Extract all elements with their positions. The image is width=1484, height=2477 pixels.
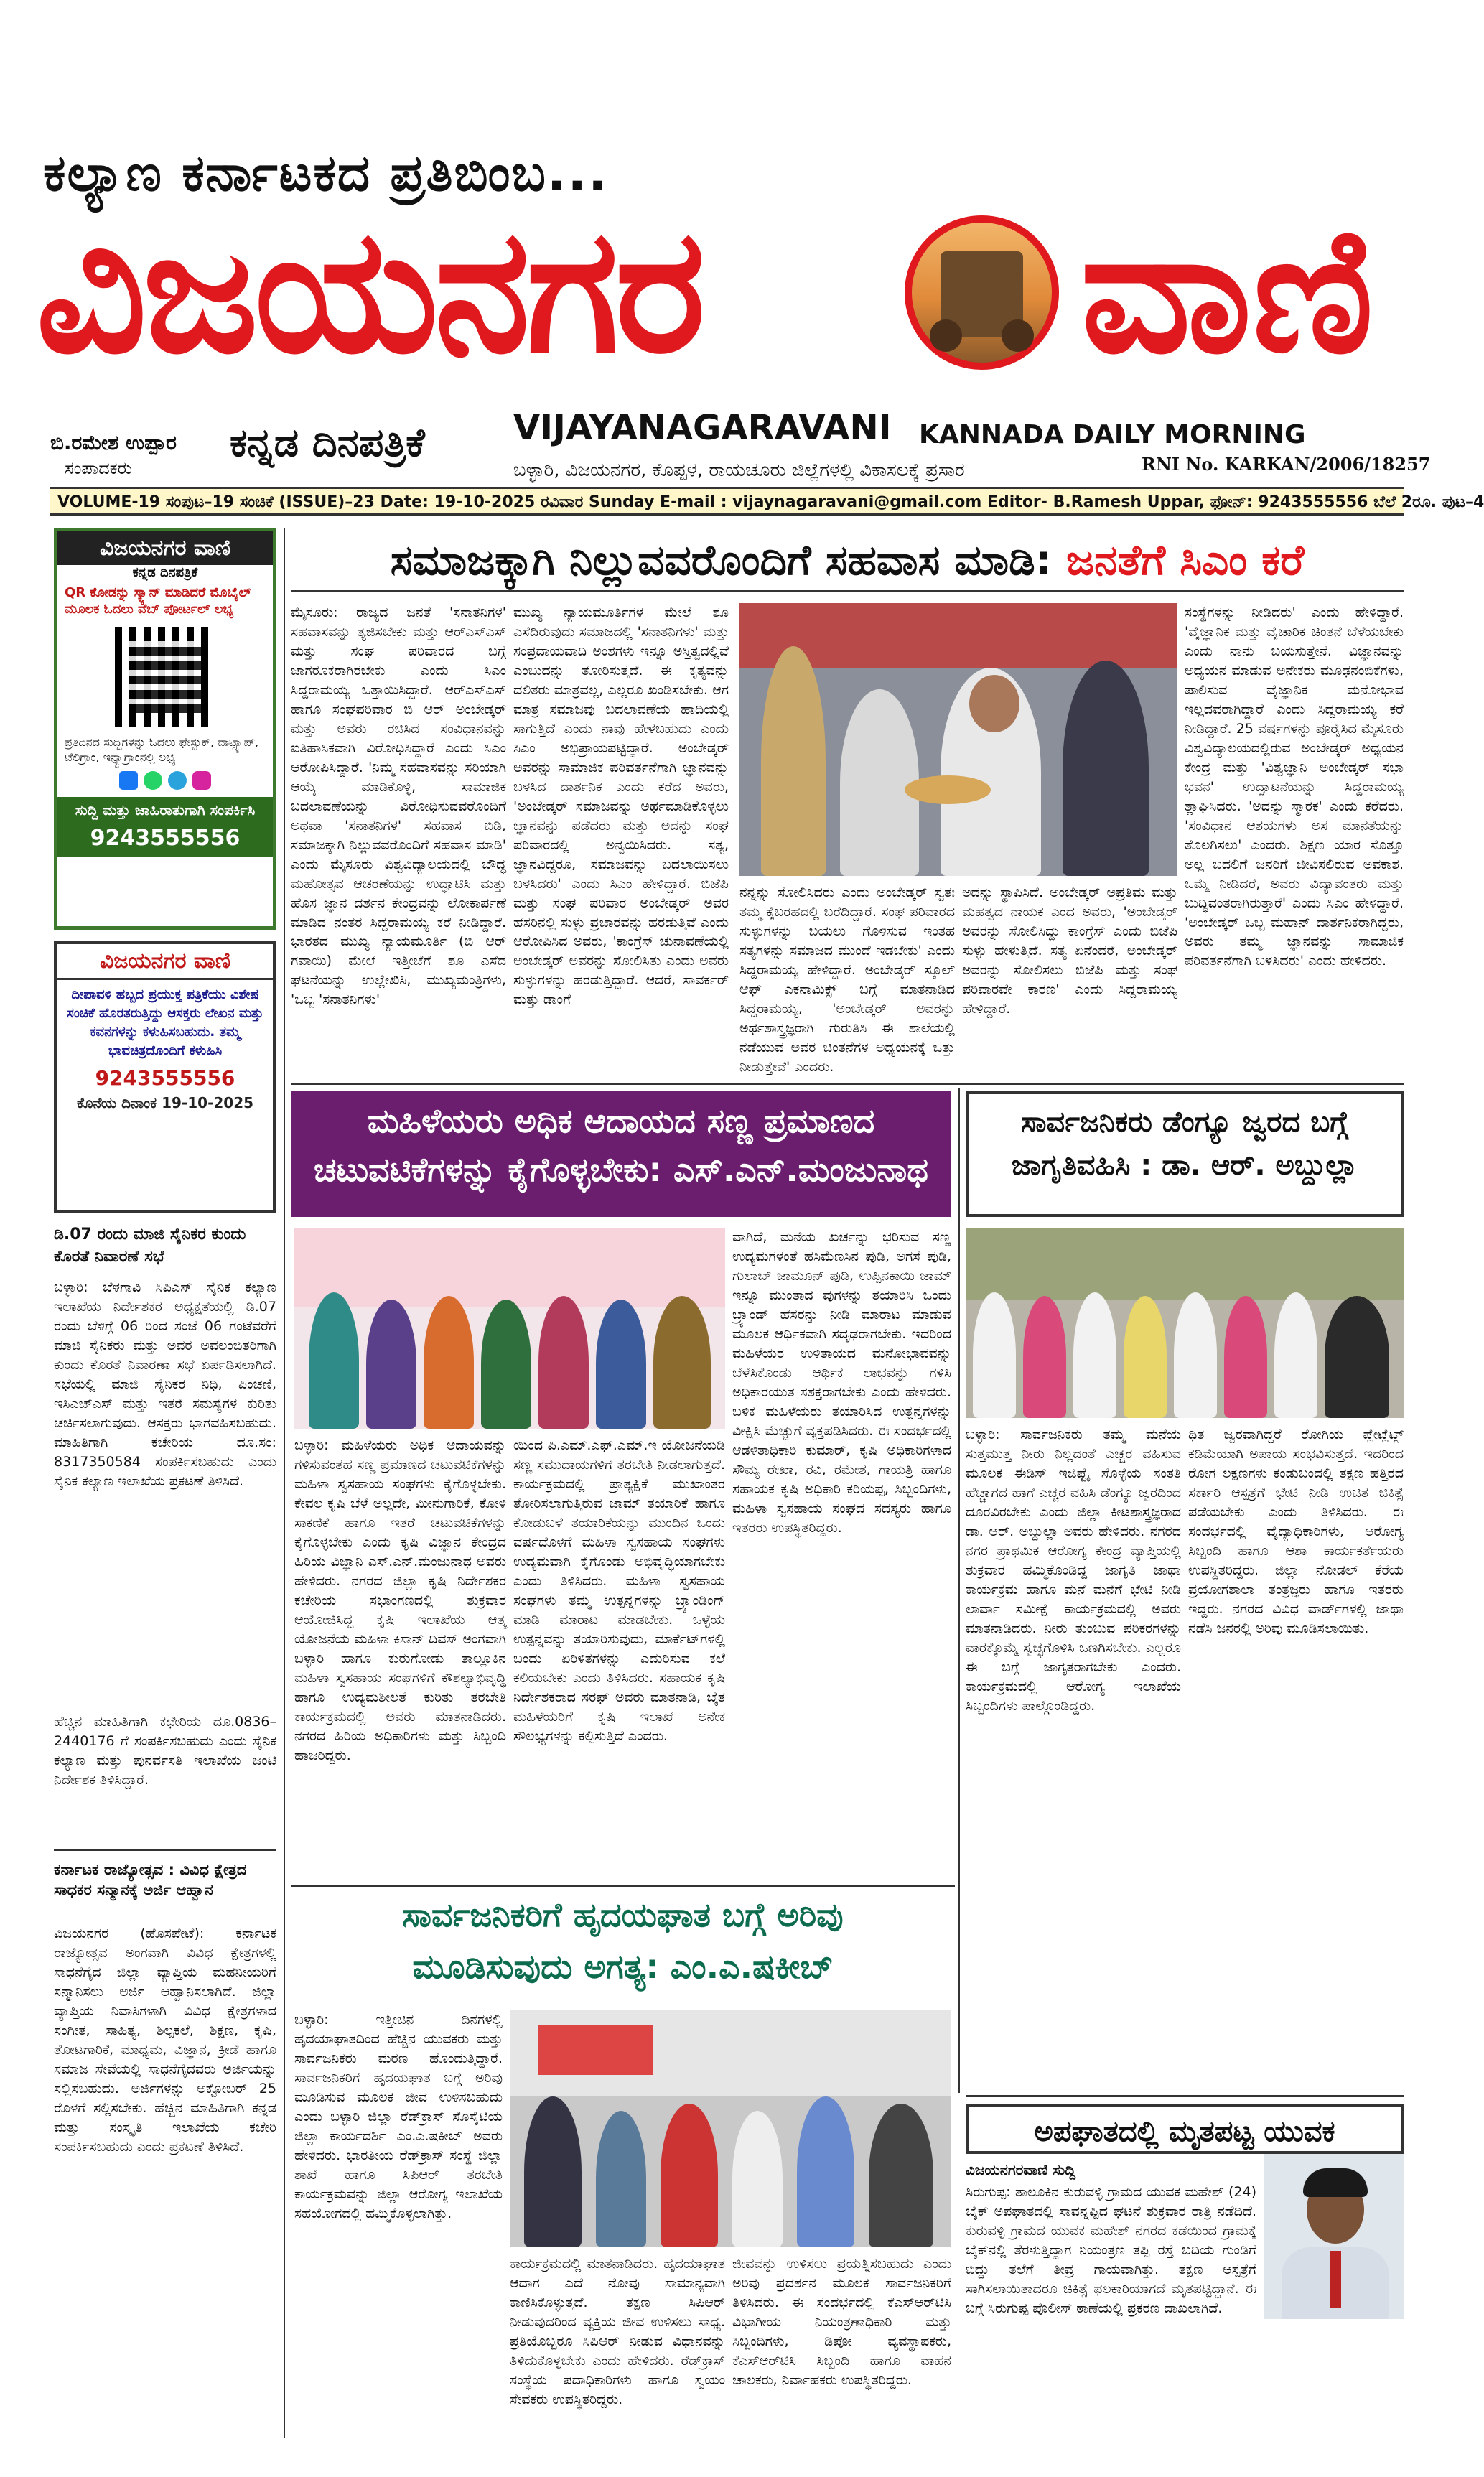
lead-headline (291, 528, 1404, 592)
distribution-regions: ಬಳ್ಳಾರಿ, ವಿಜಯನಗರ, ಕೊಪ್ಪಳ, ರಾಯಚೂರು ಜಿಲ್ಲೆಗಳಲ್ಲಿ ವಿಕಾಸಲಕ್ಕೆ ಪ್ರಸಾರ (513, 460, 965, 481)
divider (966, 2095, 1404, 2097)
ad1-brand: ವಿಜಯನಗರ ವಾಣಿ (57, 531, 273, 565)
dengue-headline-box (966, 1091, 1404, 1217)
awards-headline: ಕರ್ನಾಟಕ ರಾಜ್ಯೋತ್ಸವ : ವಿವಿಧ ಕ್ಷೇತ್ರದ ಸಾಧಕರ ಸನ್ಮಾನಕ್ಕೆ ಅರ್ಜಿ ಆಹ್ವಾನ (54, 1861, 247, 1899)
masthead-brand-right: ವಾಣಿ (1081, 190, 1374, 391)
whatsapp-icon[interactable] (144, 771, 162, 790)
heart-headline-line1: ಸಾರ್ವಜನಿಕರಿಗೆ ಹೃದಯಘಾತ ಬಗ್ಗೆ ಅರಿವು (402, 1895, 844, 1934)
masthead-brand-left: ವಿಜಯನಗರ (36, 190, 702, 391)
ad2-phone[interactable]: 9243555556 (95, 1066, 235, 1091)
editor-name: ಬಿ.ರಮೇಶ ಉಪ್ಪಾರ (50, 431, 177, 454)
cm-event-photo (739, 603, 1177, 876)
issue-info-bar: VOLUME-19 ಸಂಪುಟ–19 ಸಂಚಿಕೆ (ISSUE)–23 Date: 19-10-2025 ರವಿವಾರ Sunday E-mail : vijaynagaravani@gmail.com Editor- B.Ramesh Uppar, ಫೋನ್: 9243555556 ಬೆಲೆ 2ರೂ. ಪುಟ–4 (50, 487, 1404, 516)
women-col3: ವಾಗಿದೆ, ಮನೆಯ ಖರ್ಚನ್ನು ಭರಿಸುವ ಸಣ್ಣ ಉದ್ಯಮಗಳಂತೆ ಹಸಿಮೆಣಸಿನ ಪುಡಿ, ಅಗಸೆ ಪುಡಿ, ಗುಲಾಬ್ ಜಾಮೂನ್ ಪುಡಿ, ಉಪ್ಪಿನಕಾಯಿ ಜಾಮ್ ಇನ್ನೂ ಮುಂತಾದ ವುಗಳನ್ನು ತಯಾರಿಸಿ ಒಂದು ಬ್ರ್ಯಾಂಡ್ ಹೆಸರನ್ನು ನೀಡಿ ಮಾರಾಟ ಮಾಡುವ ಮೂಲಕ ಆರ್ಥಿಕವಾಗಿ ಸದೃಢರಾಗಬೇಕು. ಇದರಿಂದ ಮಹಿಳೆಯರ ಉಳಿತಾಯದ ಮನೋಭಾವವನ್ನು ಬೆಳೆಸಿಕೊಂಡು ಆರ್ಥಿಕ ಲಾಭವನ್ನು ಗಳಿಸಿ ಅಧಿಕಾರಯುತ ಸಶಕ್ತರಾಗಬೇಕು ಎಂದು ಹೇಳಿದರು. ಬಳಿಕ ಮಹಿಳೆಯರು ತಯಾರಿಸಿದ ಉತ್ಪನ್ನಗಳನ್ನು ವೀಕ್ಷಿಸಿ ಮೆಚ್ಚುಗೆ ವ್ಯಕ್ತಪಡಿಸಿದರು. ಈ ಸಂದರ್ಭದಲ್ಲಿ ಆಡಳಿತಾಧಿಕಾರಿ ಕುಮಾರ್, ಕೃಷಿ ಅಧಿಕಾರಿಗಳಾದ ಸೌಮ್ಯ ರೇಖಾ, ರವಿ, ರಮೇಶ, ಗಾಯತ್ರಿ ಹಾಗೂ ಸಹಾಯಕ ಕೃಷಿ ಅಧಿಕಾರಿ ಕರಿಯಪ್ಪ, ಸಿಬ್ಬಂದಿಗಳು, ಮಹಿಳಾ ಸ್ವಸಹಾಯ ಸಂಘದ ಸದಸ್ಯರು ಹಾಗೂ ಇತರರು ಉಪಸ್ಥಿತರಿದ್ದರು. (732, 1229, 951, 1536)
lead-col3b: ನನ್ನನ್ನು ಸೋಲಿಸಿದರು ಎಂದು ಅಂಬೇಡ್ಕರ್ ಸ್ವತಃ ತಮ್ಮ ಕೈಬರಹದಲ್ಲಿ ಬರೆದಿದ್ದಾರೆ. ಸಂಘ ಪರಿವಾರದ ಸುಳ್ಳುಗಳನ್ನು ಬಯಲು ಗೊಳಿಸುವ ಇಂತಹ ಸತ್ಯಗಳನ್ನು ಸಮಾಜದ ಮುಂದೆ ಇಡಬೇಕು' ಎಂದು ಸಿದ್ದರಾಮಯ್ಯ ಹೇಳಿದ್ದಾರೆ. ಅಂಬೇಡ್ಕರ್ ಸ್ಕೂಲ್ ಆಫ್ ಎಕನಾಮಿಕ್ಸ್ ಬಗ್ಗೆ ಮಾತನಾಡಿದ ಸಿದ್ದರಾಮಯ್ಯ, 'ಅಂಬೇಡ್ಕರ್ ಅವರನ್ನು ಅರ್ಥಶಾಸ್ತ್ರಜ್ಞರಾಗಿ ಗುರುತಿಸಿ ಈ ಶಾಲೆಯಲ್ಲಿ ನಡೆಯುವ ಅವರ ಚಿಂತನೆಗಳ ಅಧ್ಯಯನಕ್ಕೆ ಒತ್ತು ನೀಡುತ್ತೇವೆ' ಎಂದರು. (739, 885, 955, 1075)
ad1-sub: ಕನ್ನಡ ದಿನಪತ್ರಿಕೆ (132, 565, 198, 580)
ad1-social-text: ಪ್ರತಿದಿನದ ಸುದ್ದಿಗಳನ್ನು ಓದಲು ಫೇಸ್ಬುಕ್, ವಾಟ್ಸ್ಯಾಪ್, ಟೆಲಿಗ್ರಾಂ, ಇನ್ಸ್ಟಾಗ್ರಾಂನಲ್ಲಿ ಲಭ್ಯ (65, 734, 259, 765)
awards-body: ವಿಜಯನಗರ (ಹೊಸಪೇಟೆ): ಕರ್ನಾಟಕ ರಾಜ್ಯೋತ್ಸವ ಅಂಗವಾಗಿ ವಿವಿಧ ಕ್ಷೇತ್ರಗಳಲ್ಲಿ ಸಾಧನೆಗೈದ ಜಿಲ್ಲಾ ವ್ಯಾಪ್ತಿಯ ಮಹನೀಯರಿಗೆ ಸನ್ಮಾನಿಸಲು ಅರ್ಜಿ ಆಹ್ವಾನಿಸಲಾಗಿದೆ. ಜಿಲ್ಲಾ ವ್ಯಾಪ್ತಿಯ ನಿವಾಸಿಗಳಾಗಿ ವಿವಿಧ ಕ್ಷೇತ್ರಗಳಾದ ಸಂಗೀತ, ಸಾಹಿತ್ಯ, ಶಿಲ್ಪಕಲೆ, ಶಿಕ್ಷಣ, ಕೃಷಿ, ತೋಟಗಾರಿಕೆ, ಮಾಧ್ಯಮ, ವಿಜ್ಞಾನ, ಕ್ರೀಡೆ ಹಾಗೂ ಸಮಾಜ ಸೇವೆಯಲ್ಲಿ ಸಾಧನೆಗೈದವರು ಅರ್ಜಿಯನ್ನು ಸಲ್ಲಿಸಬಹುದು. ಅರ್ಜಿಗಳನ್ನು ಅಕ್ಟೋಬರ್ 25 ರೊಳಗೆ ಸಲ್ಲಿಸಬೇಕು. ಹೆಚ್ಚಿನ ಮಾಹಿತಿಗಾಗಿ ಕನ್ನಡ ಮತ್ತು ಸಂಸ್ಕೃತಿ ಇಲಾಖೆಯ ಕಚೇರಿ ಸಂಪರ್ಕಿಸಬಹುದು ಎಂದು ಪ್ರಕಟಣೆ ತಿಳಿಸಿದೆ. (54, 1926, 276, 2155)
column-divider (284, 528, 285, 2438)
heart-col2: ಕಾರ್ಯಕ್ರಮದಲ್ಲಿ ಮಾತನಾಡಿದರು. ಹೃದಯಾಘಾತ ಆದಾಗ ಎದೆ ನೋವು ಸಾಮಾನ್ಯವಾಗಿ ಕಾಣಿಸಿಕೊಳ್ಳುತ್ತದೆ. ತಕ್ಷಣ ಸಿಪಿಆರ್ ನೀಡುವುದರಿಂದ ವ್ಯಕ್ತಿಯ ಜೀವ ಉಳಿಸಲು ಸಾಧ್ಯ. ಪ್ರತಿಯೊಬ್ಬರೂ ಸಿಪಿಆರ್ ನೀಡುವ ವಿಧಾನವನ್ನು ತಿಳಿದುಕೊಳ್ಳಬೇಕು ಎಂದು ಹೇಳಿದರು. ರೆಡ್‌ಕ್ರಾಸ್ ಸಂಸ್ಥೆಯ ಪದಾಧಿಕಾರಿಗಳು ಹಾಗೂ ಸ್ವಯಂ ಸೇವಕರು ಉಪಸ್ಥಿತರಿದ್ದರು. (510, 2256, 725, 2407)
soldiers-body: ಬಳ್ಳಾರಿ: ಬೆಳಗಾವಿ ಸಿಪಿಎಸ್ ಸೈನಿಕ ಕಲ್ಯಾಣ ಇಲಾಖೆಯ ನಿರ್ದೇಶಕರ ಅಧ್ಯಕ್ಷತೆಯಲ್ಲಿ ಡಿ.07 ರಂದು ಬೆಳಿಗ್ಗೆ 06 ರಿಂದ ಸಂಜೆ 06 ಗಂಟೆವರೆಗೆ ಮಾಜಿ ಸೈನಿಕರು ಮತ್ತು ಅವರ ಅವಲಂಬಿತರಿಗಾಗಿ ಕುಂದು ಕೊರತೆ ನಿವಾರಣಾ ಸಭೆ ಏರ್ಪಡಿಸಲಾಗಿದೆ. ಸಭೆಯಲ್ಲಿ ಮಾಜಿ ಸೈನಿಕರ ನಿಧಿ, ಪಿಂಚಣಿ, ಇಸಿಎಚ್‌ಎಸ್ ಮತ್ತು ಇತರೆ ಸಮಸ್ಯೆಗಳ ಕುರಿತು ಚರ್ಚಿಸಲಾಗುವುದು. ಆಸಕ್ತರು ಭಾಗವಹಿಸಬಹುದು. ಮಾಹಿತಿಗಾಗಿ ಕಚೇರಿಯ ದೂ.ಸಂ: 8317350584 ಸಂಪರ್ಕಿಸಬಹುದು ಎಂದು ಸೈನಿಕ ಕಲ್ಯಾಣ ಇಲಾಖೆಯ ಪ್ರಕಟಣೆ ತಿಳಿಸಿದೆ. (54, 1279, 276, 1489)
ad2-deadline: ಕೊನೆಯ ದಿನಾಂಕ 19-10-2025 (76, 1094, 254, 1112)
daily-label: ಕನ್ನಡ ದಿನಪತ್ರಿಕೆ (230, 420, 425, 465)
accident-byline: ವಿಜಯನಗರವಾಣಿ ಸುದ್ದಿ (966, 2161, 1076, 2178)
dengue-headline-line2: ಜಾಗೃತಿವಹಿಸಿ : ಡಾ. ಆರ್. ಅಬ್ದುಲ್ಲಾ (1011, 1149, 1358, 1182)
facebook-icon[interactable] (119, 771, 138, 790)
soldiers-footer: ಹೆಚ್ಚಿನ ಮಾಹಿತಿಗಾಗಿ ಕಛೇರಿಯ ದೂ.0836–2440176 ಗೆ ಸಂಪರ್ಕಿಸಬಹುದು ಎಂದು ಸೈನಿಕ ಕಲ್ಯಾಣ ಮತ್ತು ಪುನರ್ವಸತಿ ಇಲಾಖೆಯ ಜಂಟಿ ನಿರ್ದೇಶಕ ತಿಳಿಸಿದ್ದಾರೆ. (54, 1714, 276, 1788)
ad2-brand: ವಿಜಯನಗರ ವಾಣಿ (57, 944, 273, 980)
ad2-text: ದೀಪಾವಳಿ ಹಬ್ಬದ ಪ್ರಯುಕ್ತ ಪತ್ರಿಕೆಯು ವಿಶೇಷ ಸಂಚಿಕೆ ಹೊರತರುತ್ತಿದ್ದು ಆಸಕ್ತರು ಲೇಖನ ಮತ್ತು ಕವನಗಳನ್ನು ಕಳುಹಿಸಬಹುದು. ತಮ್ಮ ಭಾವಚಿತ್ರದೊಂದಿಗೆ ಕಳುಹಿಸಿ (67, 987, 263, 1059)
women-headline-line1: ಮಹಿಳೆಯರು ಅಧಿಕ ಆದಾಯದ ಸಣ್ಣ ಪ್ರಮಾಣದ (367, 1101, 875, 1140)
women-headline-band (291, 1091, 951, 1217)
lead-headline-part2: ಜನತೆಗೆ ಸಿಎಂ ಕರೆ (1066, 536, 1305, 584)
ad1-contact-label: ಸುದ್ದಿ ಮತ್ತು ಜಾಹಿರಾತುಗಾಗಿ ಸಂಪರ್ಕಿಸಿ (57, 797, 273, 823)
heart-headline-line2: ಮೂಡಿಸುವುದು ಅಗತ್ಯ: ಎಂ.ಎ.ಷಕೀಬ್ (412, 1947, 834, 1986)
accident-body: ಸಿರುಗುಪ್ಪ: ತಾಲೂಕಿನ ಕುರುವಳ್ಳಿ ಗ್ರಾಮದ ಯುವಕ ಮಹೇಶ್ (24) ಬೈಕ್ ಅಪಘಾತದಲ್ಲಿ ಸಾವನ್ನಪ್ಪಿದ ಘಟನೆ ಶುಕ್ರವಾರ ರಾತ್ರಿ ನಡೆದಿದೆ. ಕುರುವಳ್ಳಿ ಗ್ರಾಮದ ಯುವಕ ಮಹೇಶ್ ನಗರದ ಕಡೆಯಿಂದ ಗ್ರಾಮಕ್ಕೆ ಬೈಕ್‌ನಲ್ಲಿ ತೆರಳುತ್ತಿದ್ದಾಗ ನಿಯಂತ್ರಣ ತಪ್ಪಿ ರಸ್ತೆ ಬದಿಯ ಗುಂಡಿಗೆ ಬಿದ್ದು ತಲೆಗೆ ತೀವ್ರ ಗಾಯವಾಗಿತ್ತು. ತಕ್ಷಣ ಆಸ್ಪತ್ರೆಗೆ ಸಾಗಿಸಲಾಯಿತಾದರೂ ಚಿಕಿತ್ಸೆ ಫಲಕಾರಿಯಾಗದೆ ಮೃತಪಟ್ಟಿದ್ದಾನೆ. ಈ ಬಗ್ಗೆ ಸಿರುಗುಪ್ಪ ಪೊಲೀಸ್ ಠಾಣೆಯಲ್ಲಿ ಪ್ರಕರಣ ದಾಖಲಾಗಿದೆ. (966, 2184, 1256, 2316)
heart-col1: ಬಳ್ಳಾರಿ: ಇತ್ತೀಚಿನ ದಿನಗಳಲ್ಲಿ ಹೃದಯಾಘಾತದಿಂದ ಹೆಚ್ಚಿನ ಯುವಕರು ಮತ್ತು ಸಾರ್ವಜನಿಕರು ಮರಣ ಹೊಂದುತ್ತಿದ್ದಾರೆ. ಸಾರ್ವಜನಿಕರಿಗೆ ಹೃದಯಘಾತ ಬಗ್ಗೆ ಅರಿವು ಮೂಡಿಸುವ ಮೂಲಕ ಜೀವ ಉಳಿಸಬಹುದು ಎಂದು ಬಳ್ಳಾರಿ ಜಿಲ್ಲಾ ರೆಡ್‌ಕ್ರಾಸ್ ಸೊಸೈಟಿಯ ಜಿಲ್ಲಾ ಕಾರ್ಯದರ್ಶಿ ಎಂ.ಎ.ಷಕೀಬ್ ಅವರು ಹೇಳಿದರು. ಭಾರತೀಯ ರೆಡ್‌ಕ್ರಾಸ್ ಸಂಸ್ಥೆ ಜಿಲ್ಲಾ ಶಾಖೆ ಹಾಗೂ ಸಿಪಿಆರ್ ತರಬೇತಿ ಕಾರ್ಯಕ್ರಮವನ್ನು ಜಿಲ್ಲಾ ಆರೋಗ್ಯ ಇಲಾಖೆಯ ಸಹಯೋಗದಲ್ಲಿ ಹಮ್ಮಿಕೊಳ್ಳಲಾಗಿತ್ತು. (294, 2012, 503, 2221)
subscribe-ad (54, 528, 276, 930)
divider (291, 1885, 955, 1887)
victim-portrait-photo (1264, 2154, 1404, 2319)
women-col1: ಬಳ್ಳಾರಿ: ಮಹಿಳೆಯರು ಅಧಿಕ ಆದಾಯವನ್ನು ಗಳಿಸುವಂತಹ ಸಣ್ಣ ಪ್ರಮಾಣದ ಚಟುವಟಿಕೆಗಳನ್ನು ಮಹಿಳಾ ಸ್ವಸಹಾಯ ಸಂಘಗಳು ಕೈಗೊಳ್ಳಬೇಕು. ಕೇವಲ ಕೃಷಿ ಬೆಳೆ ಅಲ್ಲದೇ, ಮೀನುಗಾರಿಕೆ, ಕೋಳಿ ಸಾಕಣಿಕೆ ಹಾಗೂ ಇತರೆ ಚಟುವಟಿಕೆಗಳನ್ನು ಕೈಗೊಳ್ಳಬೇಕು ಎಂದು ಕೃಷಿ ವಿಜ್ಞಾನ ಕೇಂದ್ರದ ಹಿರಿಯ ವಿಜ್ಞಾನಿ ಎಸ್.ಎನ್.ಮಂಜುನಾಥ ಅವರು ಹೇಳಿದರು. ನಗರದ ಜಿಲ್ಲಾ ಕೃಷಿ ನಿರ್ದೇಶಕರ ಕಚೇರಿಯ ಸಭಾಂಗಣದಲ್ಲಿ ಶುಕ್ರವಾರ ಆಯೋಜಿಸಿದ್ದ ಕೃಷಿ ಇಲಾಖೆಯ ಆತ್ಮ ಯೋಜನೆಯ ಮಹಿಳಾ ಕಿಸಾನ್ ದಿವಸ್ ಅಂಗವಾಗಿ ಬಳ್ಳಾರಿ ಹಾಗೂ ಕುರುಗೋಡು ತಾಲ್ಲೂಕಿನ ಮಹಿಳಾ ಸ್ವಸಹಾಯ ಸಂಘಗಳಿಗೆ ಕೌಶಲ್ಯಾಭಿವೃದ್ಧಿ ಹಾಗೂ ಉದ್ಯಮಶೀಲತೆ ಕುರಿತು ತರಬೇತಿ ಕಾರ್ಯಕ್ರಮದಲ್ಲಿ ಅವರು ಮಾತನಾಡಿದರು. ನಗರದ ಹಿರಿಯ ಅಧಿಕಾರಿಗಳು ಮತ್ತು ಸಿಬ್ಬಂದಿ ಹಾಜರಿದ್ದರು. (294, 1437, 506, 1763)
divider (291, 1083, 1404, 1085)
telegram-icon[interactable] (168, 771, 187, 790)
ad1-phone[interactable]: 9243555556 (57, 823, 273, 857)
lead-headline-part1: ಸಮಾಜಕ್ಕಾಗಿ ನಿಲ್ಲುವವರೊಂದಿಗೆ ಸಹವಾಸ ಮಾಡಿ: (390, 536, 1052, 584)
dengue-rally-photo (966, 1228, 1404, 1418)
women-headline-line2: ಚಟುವಟಿಕೆಗಳನ್ನು ಕೈಗೊಳ್ಳಬೇಕು: ಎಸ್.ಎನ್.ಮಂಜುನಾಥ (314, 1150, 928, 1189)
ad1-qr-text: QR ಕೋಡನ್ನು ಸ್ಕ್ಯಾನ್ ಮಾಡಿದರೆ ಮೊಬೈಲ್ ಮೂಲಕ ಓದಲು ವೆಬ್ ಪೋರ್ಟಲ್ ಲಭ್ಯ (65, 585, 251, 617)
women-training-photo (294, 1228, 725, 1429)
heart-col3: ಜೀವವನ್ನು ಉಳಿಸಲು ಪ್ರಯತ್ನಿಸಬಹುದು ಎಂದು ಅರಿವು ಪ್ರದರ್ಶನ ಮೂಲಕ ಸಾರ್ವಜನಿಕರಿಗೆ ತಿಳಿಸಿದರು. ಈ ಸಂದರ್ಭದಲ್ಲಿ ಕೆಎಸ್‌ಆರ್‌ಟಿಸಿ ವಿಭಾಗೀಯ ನಿಯಂತ್ರಣಾಧಿಕಾರಿ ಮತ್ತು ಸಿಬ್ಬಂದಿಗಳು, ಡಿಪೋ ವ್ಯವಸ್ಥಾಪಕರು, ಕೆಎಸ್‌ಆರ್‌ಟಿಸಿ ಸಿಬ್ಬಂದಿ ಹಾಗೂ ವಾಹನ ಚಾಲಕರು, ನಿರ್ವಾಹಕರು ಉಪಸ್ಥಿತರಿದ್ದರು. (732, 2256, 951, 2388)
brand-english: VIJAYANAGARAVANI (513, 408, 892, 448)
masthead-logo-chariot-icon (905, 215, 1059, 370)
instagram-icon[interactable] (192, 771, 211, 790)
masthead-tagline: ಕಲ್ಯಾಣ ಕರ್ನಾಟಕದ ಪ್ರತಿಬಿಂಬ... (43, 144, 609, 202)
lead-col3: ಅದನ್ನು ಸ್ಥಾಪಿಸಿದೆ. ಅಂಬೇಡ್ಕರ್ ಅಪ್ರತಿಮ ಮತ್ತು ಮಹತ್ವದ ನಾಯಕ ಎಂದ ಅವರು, 'ಅಂಬೇಡ್ಕರ್ ಅವರನ್ನು ಸೋಲಿಸಿದ್ದು ಕಾಂಗ್ರೆಸ್ ಎಂದು ಬಿಜೆಪಿ ಸುಳ್ಳು ಹೇಳುತ್ತಿದೆ. ಸತ್ಯ ಏನೆಂದರೆ, ಅಂಬೇಡ್ಕರ್ ಅವರನ್ನು ಸೋಲಿಸಲು ಬಿಜೆಪಿ ಮತ್ತು ಸಂಘ ಪರಿವಾರವೇ ಕಾರಣ' ಎಂದು ಸಿದ್ದರಾಮಯ್ಯ ಹೇಳಿದ್ದಾರೆ. (962, 885, 1177, 1017)
cpr-training-photo (510, 2010, 951, 2247)
dengue-headline-line1: ಸಾರ್ವಜನಿಕರು ಡೆಂಗ್ಯೂ ಜ್ವರದ ಬಗ್ಗೆ (1021, 1106, 1348, 1139)
column-divider (958, 1088, 960, 2093)
dengue-col1: ಬಳ್ಳಾರಿ: ಸಾರ್ವಜನಿಕರು ತಮ್ಮ ಮನೆಯ ಸುತ್ತಮುತ್ತ ನೀರು ನಿಲ್ಲದಂತೆ ಎಚ್ಚರ ವಹಿಸುವ ಮೂಲಕ ಈಡಿಸ್ ಇಜಿಪ್ಟೈ ಸೊಳ್ಳೆಯ ಸಂತತಿ ಹೆಚ್ಚಾಗದ ಹಾಗೆ ಎಚ್ಚರ ವಹಿಸಿ ಡೆಂಗ್ಯೂ ಜ್ವರದಿಂದ ದೂರವಿರಬೇಕು ಎಂದು ಜಿಲ್ಲಾ ಕೀಟಶಾಸ್ತ್ರಜ್ಞರಾದ ಡಾ. ಆರ್. ಅಬ್ದುಲ್ಲಾ ಅವರು ಹೇಳಿದರು. ನಗರದ ನಗರ ಪ್ರಾಥಮಿಕ ಆರೋಗ್ಯ ಕೇಂದ್ರ ವ್ಯಾಪ್ತಿಯಲ್ಲಿ ಶುಕ್ರವಾರ ಹಮ್ಮಿಕೊಂಡಿದ್ದ ಜಾಗೃತಿ ಜಾಥಾ ಕಾರ್ಯಕ್ರಮ ಹಾಗೂ ಮನೆ ಮನೆಗೆ ಭೇಟಿ ನೀಡಿ ಲಾರ್ವಾ ಸಮೀಕ್ಷೆ ಕಾರ್ಯಕ್ರಮದಲ್ಲಿ ಅವರು ಮಾತನಾಡಿದರು. ನೀರು ತುಂಬುವ ಪರಿಕರಗಳನ್ನು ವಾರಕ್ಕೊಮ್ಮೆ ಸ್ವಚ್ಛಗೊಳಿಸಿ ಒಣಗಿಸಬೇಕು. ಎಲ್ಲರೂ ಈ ಬಗ್ಗೆ ಜಾಗೃತರಾಗಬೇಕು ಎಂದರು. ಕಾರ್ಯಕ್ರಮದಲ್ಲಿ ಆರೋಗ್ಯ ಇಲಾಖೆಯ ಸಿಬ್ಬಂದಿಗಳು ಪಾಲ್ಗೊಂಡಿದ್ದರು. (966, 1427, 1181, 1714)
lead-col4: ಸಂಸ್ಥೆಗಳನ್ನು ನೀಡಿದರು' ಎಂದು ಹೇಳಿದ್ದಾರೆ. 'ವೈಜ್ಞಾನಿಕ ಮತ್ತು ವೈಚಾರಿಕ ಚಿಂತನೆ ಬೆಳೆಯಬೇಕು ಎಂದು ನಾನು ಬಯಸುತ್ತೇನೆ. ವಿಜ್ಞಾನವನ್ನು ಅಧ್ಯಯನ ಮಾಡುವ ಅನೇಕರು ಮೂಢನಂಬಿಕೆಗಳು, ಪಾಲಿಸುವ ವೈಜ್ಞಾನಿಕ ಮನೋಭಾವ ಇಲ್ಲದವರಾಗಿದ್ದಾರೆ ಎಂದು ಸಿದ್ದರಾಮಯ್ಯ ಕರೆ ನೀಡಿದ್ದಾರೆ. 25 ವರ್ಷಗಳನ್ನು ಪೂರೈಸಿದ ಮೈಸೂರು ವಿಶ್ವವಿದ್ಯಾಲಯದಲ್ಲಿರುವ ಅಂಬೇಡ್ಕರ್ ಅಧ್ಯಯನ ಕೇಂದ್ರ ಮತ್ತು 'ವಿಶ್ವಜ್ಞಾನಿ ಅಂಬೇಡ್ಕರ್ ಸಭಾ ಭವನ' ಉದ್ಘಾಟನೆಯನ್ನು ಸಿದ್ದರಾಮಯ್ಯ ಶ್ಲಾಘಿಸಿದರು. 'ಅದನ್ನು ಸ್ಮಾರಕ' ಎಂದು ಕರೆದರು. 'ಸಂವಿಧಾನ ಆಶಯಗಳು ಅಸ ಮಾನತೆಯನ್ನು ತೊಲಗಿಸಲು' ಎಂದರು. ಶಿಕ್ಷಣ ಯಾರ ಸೊತ್ತೂ ಅಲ್ಲ ಬದಲಿಗೆ ಜನರಿಗೆ ಜೀವಿಸಲಿರುವ ಅವಕಾಶ. ಒಮ್ಮೆ ನೀಡಿದರೆ, ಅವರು ವಿದ್ಯಾವಂತರು ಮತ್ತು ಬುದ್ಧಿವಂತರಾಗಿರುತ್ತಾರೆ' ಎಂದು ಸಿಎಂ ಹೇಳಿದ್ದಾರೆ. 'ಅಂಬೇಡ್ಕರ್ ಒಬ್ಬ ಮಹಾನ್ ದಾರ್ಶನಿಕರಾಗಿದ್ದರು, ಅವರು ತಮ್ಮ ಜ್ಞಾನವನ್ನು ಸಾಮಾಜಿಕ ಪರಿವರ್ತನೆಗಾಗಿ ಬಳಸಿದರು' ಎಂದು ಹೇಳಿದರು. (1185, 605, 1404, 969)
brand-english-sub: KANNADA DAILY MORNING (919, 420, 1306, 449)
dengue-col2: ಥಿತ ಜ್ವರವಾಗಿದ್ದರೆ ರೋಗಿಯ ಪ್ಲೇಟ್ಲೆಟ್ಸ್ ಕಡಿಮೆಯಾಗಿ ಅಪಾಯ ಸಂಭವಿಸುತ್ತದೆ. ಇದರಿಂದ ರೋಗ ಲಕ್ಷಣಗಳು ಕಂಡುಬಂದಲ್ಲಿ ತಕ್ಷಣ ಹತ್ತಿರದ ಸರ್ಕಾರಿ ಆಸ್ಪತ್ರೆಗೆ ಭೇಟಿ ನೀಡಿ ಉಚಿತ ಚಿಕಿತ್ಸೆ ಪಡೆಯಬೇಕು ಎಂದು ತಿಳಿಸಿದರು. ಈ ಸಂದರ್ಭದಲ್ಲಿ ವೈದ್ಯಾಧಿಕಾರಿಗಳು, ಆರೋಗ್ಯ ಸಿಬ್ಬಂದಿ ಹಾಗೂ ಆಶಾ ಕಾರ್ಯಕರ್ತೆಯರು ಉಪಸ್ಥಿತರಿದ್ದರು. ಜಿಲ್ಲಾ ನೋಡಲ್ ಕೆರೆಯ ಪ್ರಯೋಗಶಾಲಾ ತಂತ್ರಜ್ಞರು ಹಾಗೂ ಇತರರು ಇದ್ದರು. ನಗರದ ವಿವಿಧ ವಾರ್ಡ್‌ಗಳಲ್ಲಿ ಜಾಥಾ ನಡೆಸಿ ಜನರಲ್ಲಿ ಅರಿವು ಮೂಡಿಸಲಾಯಿತು. (1188, 1427, 1404, 1636)
lead-col2: ಮುಖ್ಯ ನ್ಯಾಯಮೂರ್ತಿಗಳ ಮೇಲೆ ಶೂ ಎಸೆದಿರುವುದು ಸಮಾಜದಲ್ಲಿ 'ಸನಾತನಿಗಳು' ಮತ್ತು ಸಂಪ್ರದಾಯವಾದಿ ಅಂಶಗಳು ಇನ್ನೂ ಅಸ್ತಿತ್ವದಲ್ಲಿವೆ ಎಂಬುದನ್ನು ತೋರಿಸುತ್ತದೆ. ಈ ಕೃತ್ಯವನ್ನು ದಲಿತರು ಮಾತ್ರವಲ್ಲ, ಎಲ್ಲರೂ ಖಂಡಿಸಬೇಕು. ಆಗ ಮಾತ್ರ ಸಮಾಜವು ಬದಲಾವಣೆಯ ಹಾದಿಯಲ್ಲಿ ಸಾಗುತ್ತಿದೆ ಎಂದು ನಾವು ಹೇಳಬಹುದು ಎಂದು ಸಿಎಂ ಅಭಿಪ್ರಾಯಪಟ್ಟಿದ್ದಾರೆ. ಅಂಬೇಡ್ಕರ್ ಅವರನ್ನು ಸಾಮಾಜಿಕ ಪರಿವರ್ತನೆಗಾಗಿ ಜ್ಞಾನವನ್ನು ಬಳಸಿದ ದಾರ್ಶನಿಕ ಎಂದು ಕರೆದ ಅವರು, 'ಅಂಬೇಡ್ಕರ್ ಸಮಾಜವನ್ನು ಅರ್ಥಮಾಡಿಕೊಳ್ಳಲು ಜ್ಞಾನವನ್ನು ಪಡೆದರು ಮತ್ತು ಅದನ್ನು ಸಂಘ ಪರಿವಾರದಲ್ಲಿ ಅನ್ವಯಿಸಿದರು. ಸತ್ಯ, ಜ್ಞಾನವಿದ್ದರೂ, ಸಮಾಜವನ್ನು ಬದಲಾಯಿಸಲು ಬಳಸಿದರು' ಎಂದು ಸಿಎಂ ಹೇಳಿದ್ದಾರೆ. ಬಿಜೆಪಿ ಮತ್ತು ಸಂಘ ಪರಿವಾರ ಅಂಬೇಡ್ಕರ್ ಅವರ ಹೆಸರಿನಲ್ಲಿ ಸುಳ್ಳು ಪ್ರಚಾರವನ್ನು ಹರಡುತ್ತಿವೆ ಎಂದು ಆರೋಪಿಸಿದ ಅವರು, 'ಕಾಂಗ್ರೆಸ್ ಚುನಾವಣೆಯಲ್ಲಿ ಅಂಬೇಡ್ಕರ್ ಅವರನ್ನು ಸೋಲಿಸಿತು ಎಂದು ಅವರು ಸುಳ್ಳುಗಳನ್ನು ಹರಡುತ್ತಿದ್ದಾರೆ. ಆದರೆ, ಸಾವರ್ಕರ್ ಮತ್ತು ಡಾಂಗೆ (513, 605, 729, 1008)
diwali-special-ad (54, 941, 276, 1213)
qr-code-icon[interactable] (115, 627, 215, 727)
divider (54, 1849, 276, 1851)
women-col2: ಯಿಂದ ಪಿ.ಎಮ್.ಎಫ್.ಎಮ್.ಇ ಯೋಜನೆಯಡಿ ಸಣ್ಣ ಸಮುದಾಯಗಳಿಗೆ ತರಬೇತಿ ನೀಡಲಾಗುತ್ತದೆ. ಕಾರ್ಯಕ್ರಮದಲ್ಲಿ ಪ್ರಾತ್ಯಕ್ಷಿಕೆ ಮುಖಾಂತರ ತೋರಿಸಲಾಗುತ್ತಿರುವ ಜಾಮ್ ತಯಾರಿಕೆ ಹಾಗೂ ಕೋಡುಬಳೆ ತಯಾರಿಕೆಯನ್ನು ಮುಂದಿನ ಒಂದು ವರ್ಷದೊಳಗೆ ಮಹಿಳಾ ಸ್ವಸಹಾಯ ಸಂಘಗಳು ಉದ್ಯಮವಾಗಿ ಕೈಗೊಂಡು ಅಭಿವೃದ್ಧಿಯಾಗಬೇಕು ಎಂದು ತಿಳಿಸಿದರು. ಮಹಿಳಾ ಸ್ವಸಹಾಯ ಸಂಘಗಳು ತಮ್ಮ ಉತ್ಪನ್ನಗಳನ್ನು ಬ್ರ್ಯಾಂಡಿಂಗ್ ಮಾಡಿ ಮಾರಾಟ ಮಾಡಬೇಕು. ಒಳ್ಳೆಯ ಉತ್ಪನ್ನವನ್ನು ತಯಾರಿಸುವುದು, ಮಾರ್ಕೆಟ್‌ಗಳಲ್ಲಿ ಬಂದು ಏರಿಳಿತಗಳನ್ನು ಎದುರಿಸುವ ಕಲೆ ಕಲಿಯಬೇಕು ಎಂದು ತಿಳಿಸಿದರು. ಸಹಾಯಕ ಕೃಷಿ ನಿರ್ದೇಶಕರಾದ ಸರಫ್ ಅವರು ಮಾತನಾಡಿ, ಬೈತ ಮಹಿಳೆಯರಿಗೆ ಕೃಷಿ ಇಲಾಖೆ ಅನೇಕ ಸೌಲಭ್ಯಗಳನ್ನು ಕಲ್ಪಿಸುತ್ತಿದೆ ಎಂದರು. (513, 1437, 725, 1744)
editor-role: ಸಂಪಾದಕರು (65, 458, 132, 478)
soldiers-headline: ಡಿ.07 ರಂದು ಮಾಜಿ ಸೈನಿಕರ ಕುಂದು ಕೊರತೆ ನಿವಾರಣೆ ಸಭೆ (54, 1224, 276, 1274)
rni-number: RNI No. KARKAN/2006/18257 (1142, 454, 1431, 475)
lead-col1: ಮೈಸೂರು: ರಾಜ್ಯದ ಜನತೆ 'ಸನಾತನಿಗಳ' ಸಹವಾಸವನ್ನು ತ್ಯಜಿಸಬೇಕು ಮತ್ತು ಆರ್‌ಎಸ್‌ಎಸ್ ಮತ್ತು ಸಂಘ ಪರಿವಾರದ ಬಗ್ಗೆ ಜಾಗರೂಕರಾಗಿರಬೇಕು ಎಂದು ಸಿಎಂ ಸಿದ್ದರಾಮಯ್ಯ ಒತ್ತಾಯಿಸಿದ್ದಾರೆ. ಆರ್‌ಎಸ್‌ಎಸ್ ಹಾಗೂ ಸಂಘಪರಿವಾರ ಬಿ ಆರ್ ಅಂಬೇಡ್ಕರ್ ಮತ್ತು ಅವರು ರಚಿಸಿದ ಸಂವಿಧಾನವನ್ನು ಐತಿಹಾಸಿಕವಾಗಿ ವಿರೋಧಿಸಿದ್ದಾರೆ ಎಂದು ಸಿಎಂ ಆರೋಪಿಸಿದ್ದಾರೆ. 'ನಿಮ್ಮ ಸಹವಾಸವನ್ನು ಸರಿಯಾಗಿ ಆಯ್ಕೆ ಮಾಡಿಕೊಳ್ಳಿ, ಸಾಮಾಜಿಕ ಬದಲಾವಣೆಯನ್ನು ವಿರೋಧಿಸುವವರೊಂದಿಗೆ ಅಥವಾ 'ಸನಾತನಿಗಳ' ಸಹವಾಸ ಬಿಡಿ, ಸಮಾಜಕ್ಕಾಗಿ ನಿಲ್ಲುವವರೊಂದಿಗೆ ಸಹವಾಸ ಮಾಡಿ' ಎಂದು ಮೈಸೂರು ವಿಶ್ವವಿದ್ಯಾಲಯದಲ್ಲಿ ಬೌದ್ಧ ಮಹೋತ್ಸವ ಆಚರಣೆಯನ್ನು ಉದ್ಘಾಟಿಸಿ ಮತ್ತು ಹೊಸ ಜ್ಞಾನ ದರ್ಶನ ಕೇಂದ್ರವನ್ನು ಲೋಕಾರ್ಪಣೆ ಮಾಡಿದ ನಂತರ ಸಿದ್ದರಾಮಯ್ಯ ಕರೆ ನೀಡಿದ್ದಾರೆ. ಭಾರತದ ಮುಖ್ಯ ನ್ಯಾಯಮೂರ್ತಿ (ಬಿ ಆರ್ ಗವಾಯಿ) ಮೇಲೆ ಇತ್ತೀಚೆಗೆ ಶೂ ಎಸೆದ ಘಟನೆಯನ್ನು ಉಲ್ಲೇಖಿಸಿ, ಮುಖ್ಯಮಂತ್ರಿಗಳು, 'ಒಬ್ಬ 'ಸನಾತನಿಗಳು' (291, 605, 506, 1008)
accident-headline: ಅಪಘಾತದಲ್ಲಿ ಮೃತಪಟ್ಟ ಯುವಕ (966, 2104, 1404, 2154)
